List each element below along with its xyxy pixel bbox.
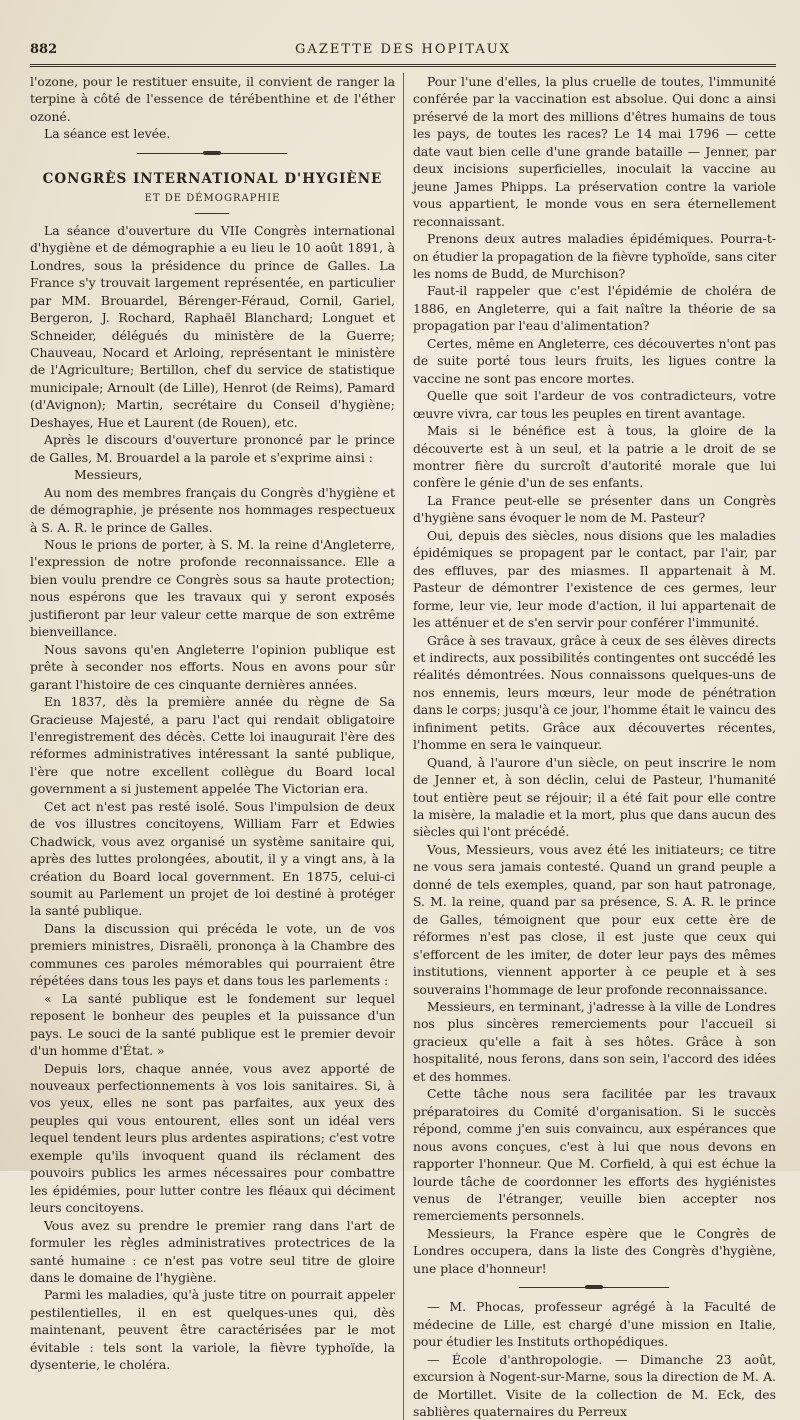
journal-title: GAZETTE DES HOPITAUX	[295, 42, 511, 57]
page-number: 882	[30, 42, 58, 57]
speech-paragraph: Au nom des membres français du Congrès d'hygiène et de démographie, je présente nos hommages respectueux à S. A. R. le prince de Galles.	[30, 484, 395, 535]
speech-paragraph: Quelle que soit l'ardeur de vos contradicteurs, votre œuvre vivra, car tous les peuples en tirent avantage.	[412, 388, 776, 421]
speech-paragraph: Quand, à l'aurore d'un siècle, on peut inscrire le nom de Jenner et, à son déclin, celui de Pasteur, l'humanité tout entière peut se réjouir; il a été fait pour elle contre la misère, la maladie et la mort, plus que dans aucun des siècles qui l'ont précédé.	[412, 754, 776, 840]
left-pre-paragraphs	[30, 222, 395, 466]
speech-paragraph: « La santé publique est le fondement sur lequel reposent le bonheur des peuples et la puissance d'un pays. Le souci de la santé publique est le premier devoir d'un homme d'État. »	[30, 990, 395, 1059]
article-columns	[30, 73, 776, 1420]
speech-paragraph: Cet act n'est pas resté isolé. Sous l'impulsion de deux de vos illustres concitoyens, William Farr et Edwies Chadwick, vous avez organisé un système sanitaire qui, après des luttes prolongées, aboutit, il y a vingt ans, à la création du Board local government. En 1875, celui-ci soumit au Parlement un projet de loi destiné à protéger la santé publique.	[30, 798, 395, 919]
section-separator	[137, 153, 287, 154]
right-paragraphs	[413, 73, 776, 1277]
speech-paragraph: Certes, même en Angleterre, ces découvertes n'ont pas de suite porté tous leurs fruits, les ligues contre la vaccine ne sont pas encore mortes.	[412, 335, 776, 386]
news-items	[413, 1298, 776, 1420]
intro-paragraph: La séance est levée.	[44, 126, 171, 142]
article-paragraph: Après le discours d'ouverture prononcé par le prince de Galles, M. Brouardel a la parole et s'exprime ainsi :	[30, 432, 395, 465]
speech-paragraph: Grâce à ses travaux, grâce à ceux de ses élèves directs et indirects, aux possibilités contingentes ont succédé les réalités démontrées. Nous connaissons quelques-uns de nos ennemis, leurs mœurs, leur mode de pénétration dans le corps; jusqu'à ce jour, l'homme était le vaincu des infiniment petits. Grâce aux découvertes récentes, l'homme en sera le vainqueur.	[412, 632, 776, 753]
news-separator	[519, 1287, 669, 1288]
speech-paragraph: La France peut-elle se présenter dans un Congrès d'hygiène sans évoquer le nom de M. Pasteur?	[412, 492, 776, 526]
speech-paragraph: Cette tâche nous sera facilitée par les travaux préparatoires du Comité d'organisation. Si le succès répond, comme j'en suis convaincu, aux espérances que nous avons conçues, c'est à lui que nous devons en rapporter l'honneur. Que M. Corfield, à qui est échue la lourde tâche de coordonner les efforts des hygiénistes venus de l'étranger, veuille bien accepter nos remerciements personnels.	[412, 1086, 776, 1224]
speech-paragraph: Nous le prions de porter, à S. M. la reine d'Angleterre, l'expression de notre profonde reconnaissance. Elle a bien voulu prendre ce Congrès sous sa haute protection; nous espérons que les travaux qui y seront exposés justifieront par leur valeur cette marque de son extrême bienveillance.	[30, 536, 395, 640]
left-column	[30, 73, 403, 1420]
right-column	[403, 73, 776, 1420]
section-title: CONGRÈS INTERNATIONAL D'HYGIÈNE	[42, 170, 383, 187]
salutation: Messieurs,	[74, 467, 143, 483]
speech-paragraph: Mais si le bénéfice est à tous, la gloire de la découverte est à un seul, et la patrie a le droit de se montrer fière du surcroît d'autorité morale que lui confère le génie d'un de ses enfants.	[412, 423, 776, 491]
speech-paragraph: Messieurs, en terminant, j'adresse à la ville de Londres nos plus sincères remerciements pour l'accueil si gracieux qu'elle a fait à ses hôtes. Grâce à son hospitalité, nous ferons, dans son sein, l'accord des idées et des hommes.	[412, 999, 776, 1084]
speech-paragraph: Nous savons qu'en Angleterre l'opinion publique est prête à seconder nos efforts. Nous en avons pour sûr garant l'histoire de ces cinquante dernières années.	[30, 641, 395, 692]
subtitle-rule	[195, 213, 229, 214]
news-item: — École d'anthropologie. — Dimanche 23 août, excursion à Nogent-sur-Marne, sous la direction de M. A. de Mortillet. Visite de la collection de M. Eck, des sablières quaternaires du Perreux	[412, 1351, 776, 1419]
speech-paragraph: Oui, depuis des siècles, nous disions que les maladies épidémiques se propagent par le contact, par l'air, par des effluves, par des miasmes. Il appartenait à M. Pasteur de démontrer l'existence de ces germes, leur forme, leur vie, leur mode d'action, il lui appartenait de les atténuer et de s'en servir pour conférer l'immunité.	[412, 527, 776, 631]
speech-paragraph: Pour l'une d'elles, la plus cruelle de toutes, l'immunité conférée par la vaccination est absolue. Qui donc a ainsi préservé de la mort des millions d'êtres humains de tous les pays, de toutes les races? Le 14 mai 1796 — cette date vaut bien celle d'une grande bataille — Jenner, par deux incisions superficielles, inoculait la vaccine au jeune James Phipps. La préservation contre la variole vous appartient, le monde vous en sera éternellement reconnaissant.	[412, 74, 776, 229]
speech-paragraph: Faut-il rappeler que c'est l'épidémie de choléra de 1886, en Angleterre, qui a fait naître la théorie de sa propagation par l'eau d'alimentation?	[412, 283, 776, 334]
speech-paragraph: Parmi les maladies, qu'à juste titre on pourrait appeler pestilentielles, il en est quelques-unes qui, dès maintenant, peuvent être caractérisées par le mot évitable : tels sont la variole, la fièvre typhoïde, la dysenterie, le choléra.	[30, 1287, 395, 1373]
speech-paragraph: En 1837, dès la première année du règne de Sa Gracieuse Majesté, a paru l'act qui rendait obligatoire l'enregistrement des décès. Cette loi inaugurait l'ère des réformes administratives intéressant la santé publique, l'ère que notre excellent collègue du Board local government a si justement appelée The Victorian era.	[30, 694, 395, 797]
speech-paragraph: Depuis lors, chaque année, vous avez apporté de nouveaux perfectionnements à vos lois sanitaires. Si, à vos yeux, elles ne sont pas parfaites, aux yeux des peuples qui vous entourent, elles sont un idéal vers lequel tendent leurs plus ardentes aspirations; c'est votre exemple qu'ils invoquent quand ils réclament des pouvoirs publics les armes nécessaires pour combattre les épidémies, pour lutter contre les fléaux qui déciment leurs concitoyens.	[30, 1060, 395, 1216]
speech-paragraph: Prenons deux autres maladies épidémiques. Pourra-t-on étudier la propagation de la fièvre typhoïde, sans citer les noms de Budd, de Murchison?	[412, 231, 776, 281]
left-paragraphs	[30, 484, 395, 1374]
speech-paragraph: Dans la discussion qui précéda le vote, un de vos premiers ministres, Disraëli, prononça à la Chambre des communes ces paroles mémorables qui pourraient être répétées dans tous les pays et dans tous les parlements :	[30, 920, 395, 989]
news-item: — M. Phocas, professeur agrégé à la Faculté de médecine de Lille, est chargé d'une mission en Italie, pour étudier les Instituts orthopédiques.	[412, 1299, 776, 1350]
speech-paragraph: Messieurs, la France espère que le Congrès de Londres occupera, dans la liste des Congrès d'hygiène, une place d'honneur!	[412, 1225, 776, 1276]
section-subtitle: ET DE DÉMOGRAPHIE	[144, 192, 281, 204]
intro-paragraph: l'ozone, pour le restituer ensuite, il convient de ranger la terpine à côté de l'essence de térébenthine et de l'éther ozoné.	[30, 74, 395, 124]
article-paragraph: La séance d'ouverture du VIIe Congrès international d'hygiène et de démographie a eu lieu le 10 août 1891, à Londres, sous la présidence du prince de Galles. La France s'y trouvait largement représentée, en particulier par MM. Brouardel, Bérenger-Féraud, Cornil, Gariel, Bergeron, J. Rochard, Raphaël Blanchard; Longuet et Schneider, délégués du ministère de la Guerre; Chauveau, Nocard et Arloing, représentant le ministère de l'Agriculture; Bertillon, chef du service de statistique municipale; Arnoult (de Lille), Henrot (de Reims), Pamard (d'Avignon); Martin, secrétaire du Conseil d'hygiène; Deshayes, Hue et Laurent (de Rouen), etc.	[30, 222, 395, 430]
speech-paragraph: Vous, Messieurs, vous avez été les initiateurs; ce titre ne vous sera jamais contesté. Quand un grand peuple a donné de tels exemples, quand, par son haut patronage, S. M. la reine, quand par sa présence, S. A. R. le prince de Galles, témoignent que pour eux cette ère de réformes n'est pas close, il est juste que ceux qui s'efforcent de les imiter, de doter leur pays des mêmes institutions, viennent apporter à ce peuple et à ses souverains l'hommage de leur profonde reconnaissance.	[412, 841, 776, 997]
page-header	[30, 38, 776, 67]
speech-paragraph: Vous avez su prendre le premier rang dans l'art de formuler les règles administratives protectrices de la santé humaine : ce n'est pas votre seul titre de gloire dans le domaine de l'hygiène.	[30, 1217, 395, 1285]
